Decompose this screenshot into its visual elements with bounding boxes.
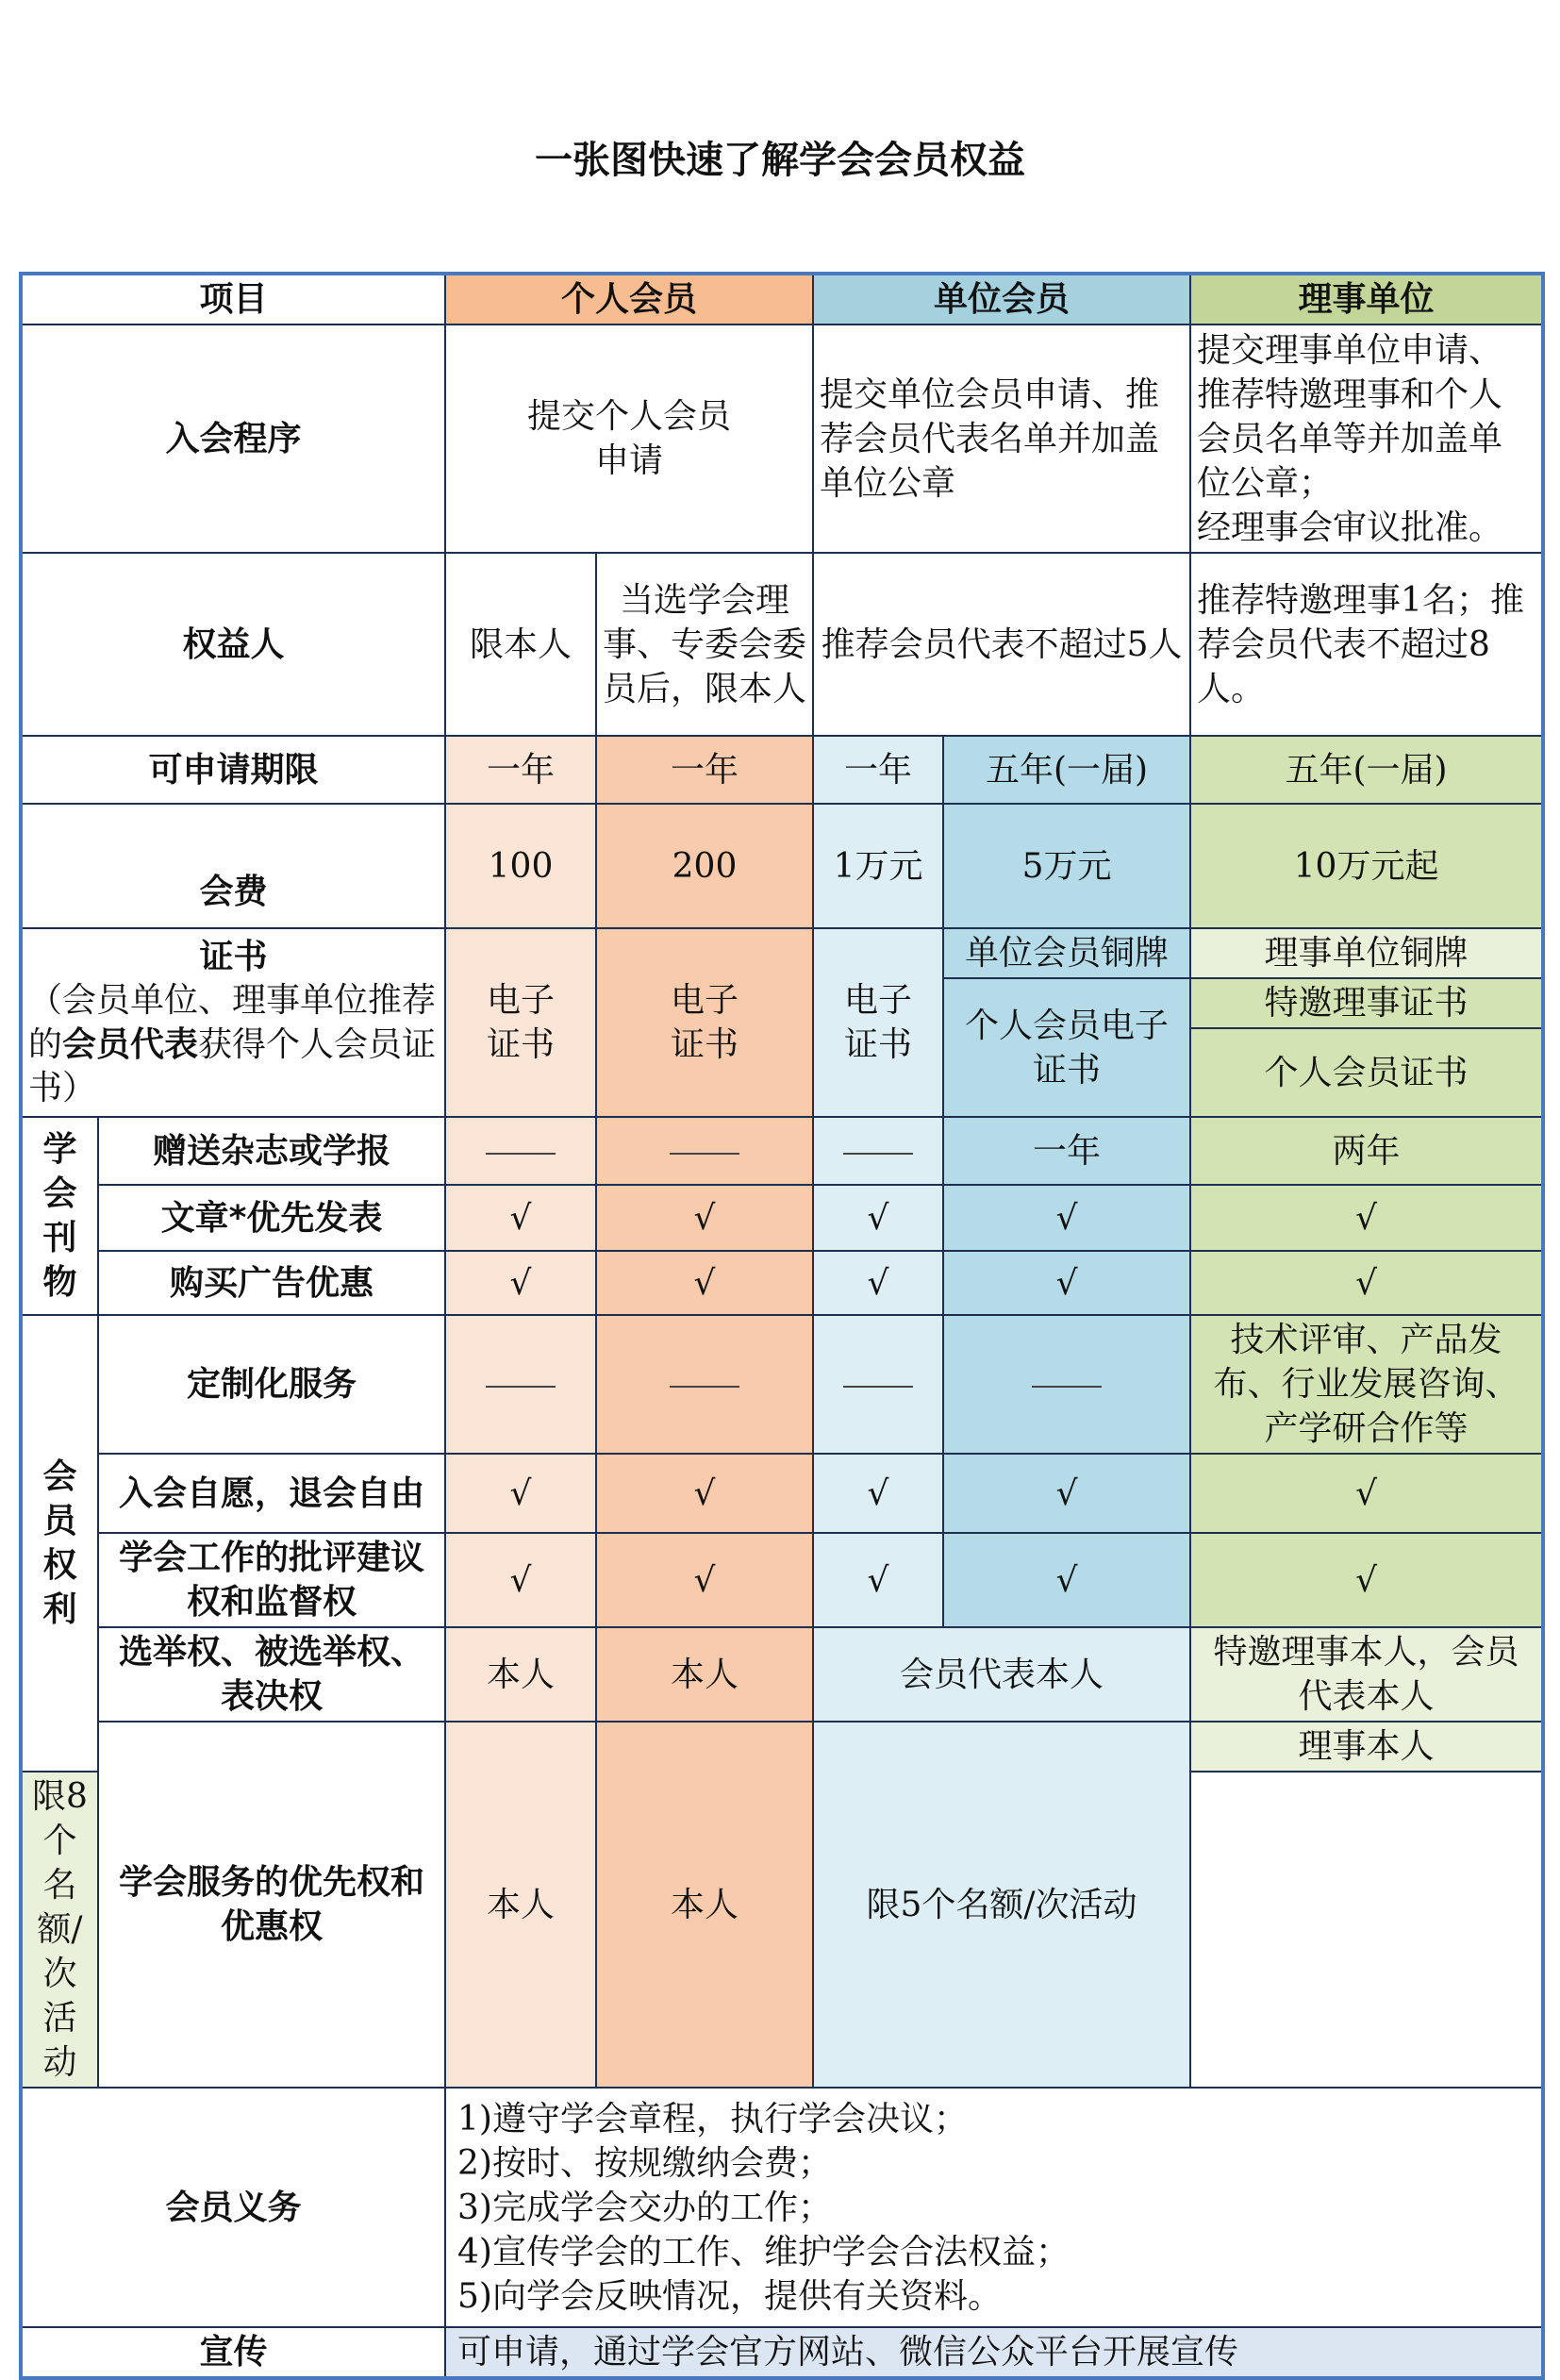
elect-label: 选举权、被选举权、表决权 — [98, 1627, 445, 1722]
custom-label: 定制化服务 — [98, 1315, 445, 1454]
procedure-council: 提交理事单位申请、推荐特邀理事和个人会员名单等并加盖单位公章； 经理事会审议批准。 — [1190, 325, 1543, 553]
duty-row — [21, 2088, 1543, 2327]
fee-personal-1: 100 — [445, 804, 596, 928]
service-unit: 限5个名额/次活动 — [813, 1722, 1190, 2088]
publication-group-label: 学会刊物 — [21, 1117, 98, 1315]
dash-mark — [670, 1386, 739, 1388]
duty-label: 会员义务 — [21, 2088, 445, 2327]
fee-unit-2: 5万元 — [943, 804, 1190, 928]
article-row — [21, 1185, 1543, 1251]
ads-row — [21, 1251, 1543, 1315]
check-mark: √ — [943, 1454, 1190, 1533]
dash-mark — [843, 1386, 913, 1388]
promo-text: 可申请，通过学会官方网站、微信公众平台开展宣传 — [445, 2327, 1543, 2378]
elect-personal-2: 本人 — [596, 1627, 813, 1722]
fee-row — [21, 804, 1543, 928]
certificate-unit-personal: 个人会员电子证书 — [943, 978, 1190, 1117]
certificate-note — [28, 979, 439, 1110]
check-mark: √ — [943, 1185, 1190, 1251]
dash-mark — [1032, 1386, 1102, 1388]
duty-item: 2)按时、按规缴纳会费； — [457, 2143, 832, 2183]
check-mark: √ — [445, 1185, 596, 1251]
article-label: 文章*优先发表 — [98, 1185, 445, 1251]
check-mark: √ — [1190, 1251, 1543, 1315]
beneficiary-unit: 推荐会员代表不超过5人 — [813, 553, 1190, 736]
procedure-unit: 提交单位会员申请、推荐会员代表名单并加盖单位公章 — [813, 325, 1190, 553]
magazine-label: 赠送杂志或学报 — [98, 1117, 445, 1185]
check-mark: √ — [596, 1533, 813, 1627]
check-mark: √ — [445, 1251, 596, 1315]
check-mark: √ — [813, 1454, 943, 1533]
elect-row — [21, 1627, 1543, 1722]
check-mark: √ — [943, 1533, 1190, 1627]
promo-row — [21, 2327, 1543, 2378]
check-mark: √ — [813, 1251, 943, 1315]
magazine-council: 两年 — [1190, 1117, 1543, 1185]
magazine-row — [21, 1117, 1543, 1185]
duty-item: 5)向学会反映情况，提供有关资料。 — [457, 2276, 1002, 2316]
beneficiary-row — [21, 553, 1543, 736]
page-title: 一张图快速了解学会会员权益 — [535, 139, 1025, 182]
elect-unit: 会员代表本人 — [813, 1627, 1190, 1722]
period-unit-2: 五年(一届) — [943, 736, 1190, 804]
period-row — [21, 736, 1543, 804]
period-personal-2: 一年 — [596, 736, 813, 804]
elect-personal-1: 本人 — [445, 1627, 596, 1722]
check-mark: √ — [596, 1454, 813, 1533]
ads-label: 购买广告优惠 — [98, 1251, 445, 1315]
procedure-personal: 提交个人会员 申请 — [445, 325, 813, 553]
supervise-row — [21, 1533, 1543, 1627]
check-mark: √ — [813, 1185, 943, 1251]
service-council-bottom: 限8个名额/次活动 — [21, 1772, 98, 2088]
voluntary-label: 入会自愿，退会自由 — [98, 1454, 445, 1533]
certificate-note-after: 获得个人会员证书） — [28, 1024, 437, 1107]
fee-unit-1: 1万元 — [813, 804, 943, 928]
benefits-table — [19, 272, 1545, 2380]
service-personal-1: 本人 — [445, 1722, 596, 2088]
promo-label: 宣传 — [21, 2327, 445, 2378]
voluntary-row — [21, 1454, 1543, 1533]
period-label: 可申请期限 — [21, 736, 445, 804]
magazine-unit: 一年 — [943, 1117, 1190, 1185]
custom-row — [21, 1315, 1543, 1454]
dash-mark — [843, 1153, 913, 1155]
service-personal-2: 本人 — [596, 1722, 813, 2088]
header-personal: 个人会员 — [445, 274, 813, 325]
certificate-label — [21, 928, 445, 1117]
beneficiary-personal-a: 限本人 — [445, 553, 596, 736]
period-unit-1: 一年 — [813, 736, 943, 804]
service-row — [21, 1722, 1543, 1772]
service-label: 学会服务的优先权和优惠权 — [98, 1722, 445, 2088]
dash-mark — [486, 1153, 556, 1155]
custom-council: 技术评审、产品发布、行业发展咨询、产学研合作等 — [1190, 1315, 1543, 1454]
rights-group-label: 会员权利 — [21, 1315, 98, 1772]
period-council: 五年(一届) — [1190, 736, 1543, 804]
certificate-council-bronze: 理事单位铜牌 — [1190, 928, 1543, 978]
fee-council: 10万元起 — [1190, 804, 1543, 928]
certificate-note-bold: 会员代表 — [62, 1024, 199, 1064]
fee-label: 会费 — [21, 804, 445, 928]
check-mark: √ — [596, 1185, 813, 1251]
duty-item: 4)宣传学会的工作、维护学会合法权益； — [457, 2232, 1070, 2272]
elect-council: 特邀理事本人，会员代表本人 — [1190, 1627, 1543, 1722]
header-row — [21, 274, 1543, 325]
procedure-label: 入会程序 — [21, 325, 445, 553]
duty-item: 1)遵守学会章程，执行学会决议； — [457, 2099, 968, 2139]
check-mark: √ — [943, 1251, 1190, 1315]
procedure-row — [21, 325, 1543, 553]
check-mark: √ — [813, 1533, 943, 1627]
certificate-personal-1: 电子 证书 — [445, 928, 596, 1117]
check-mark: √ — [596, 1251, 813, 1315]
beneficiary-label: 权益人 — [21, 553, 445, 736]
certificate-unit-1: 电子 证书 — [813, 928, 943, 1117]
certificate-row — [21, 928, 1543, 978]
check-mark: √ — [445, 1454, 596, 1533]
check-mark: √ — [1190, 1533, 1543, 1627]
certificate-council-special: 特邀理事证书 — [1190, 978, 1543, 1028]
header-unit: 单位会员 — [813, 274, 1190, 325]
certificate-personal-2: 电子 证书 — [596, 928, 813, 1117]
certificate-title: 证书 — [199, 937, 268, 976]
dash-mark — [486, 1386, 556, 1388]
duty-item: 3)完成学会交办的工作； — [457, 2188, 832, 2227]
certificate-note-before: （会员单位、理事单位推荐的 — [28, 980, 437, 1064]
check-mark: √ — [1190, 1185, 1543, 1251]
beneficiary-personal-b: 当选学会理事、专委会委员后，限本人 — [596, 553, 813, 736]
fee-personal-2: 200 — [596, 804, 813, 928]
check-mark: √ — [1190, 1454, 1543, 1533]
duty-list — [445, 2088, 1543, 2327]
certificate-unit-bronze: 单位会员铜牌 — [943, 928, 1190, 978]
header-item: 项目 — [21, 274, 445, 325]
beneficiary-council: 推荐特邀理事1名；推荐会员代表不超过8人。 — [1190, 553, 1543, 736]
service-council-top: 理事本人 — [1190, 1722, 1543, 1772]
header-council: 理事单位 — [1190, 274, 1543, 325]
supervise-label: 学会工作的批评建议权和监督权 — [98, 1533, 445, 1627]
check-mark: √ — [445, 1533, 596, 1627]
period-personal-1: 一年 — [445, 736, 596, 804]
certificate-council-personal: 个人会员证书 — [1190, 1028, 1543, 1117]
dash-mark — [670, 1153, 739, 1155]
